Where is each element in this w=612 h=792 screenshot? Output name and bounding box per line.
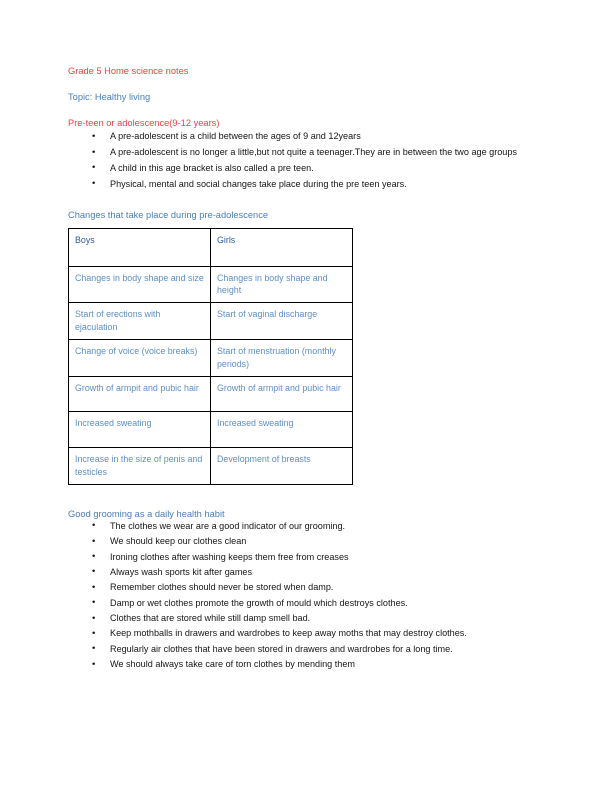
list-item: • Regularly air clothes that have been stored in drawers and wardrobes for a long time. xyxy=(68,643,552,656)
table-cell: Development of breasts xyxy=(211,447,353,484)
table-cell: Increase in the size of penis and testicles xyxy=(69,447,211,484)
table-cell: Growth of armpit and pubic hair xyxy=(211,376,353,411)
table-header-row xyxy=(69,228,353,266)
intro-bullet-list xyxy=(68,129,552,191)
list-item: • Ironing clothes after washing keeps them free from creases xyxy=(68,551,552,564)
spacer-after-topic xyxy=(68,103,552,118)
list-item: • We should always take care of torn clothes by mending them xyxy=(68,658,552,671)
table-row xyxy=(69,266,353,303)
table-cell: Changes in body shape and size xyxy=(69,266,211,303)
list-item: • The clothes we wear are a good indicator of our grooming. xyxy=(68,520,552,533)
table-row xyxy=(69,447,353,484)
table-row xyxy=(69,340,353,377)
table-cell: Increased sweating xyxy=(69,411,211,447)
spacer-after-table xyxy=(68,485,552,509)
topic-heading: Topic: Healthy living xyxy=(68,92,151,103)
spacer-after-title xyxy=(68,77,552,92)
list-item: • Damp or wet clothes promote the growth of mould which destroys clothes. xyxy=(68,597,552,610)
table-row xyxy=(69,376,353,411)
table-cell: Start of erections with ejaculation xyxy=(69,303,211,340)
list-item: • Remember clothes should never be stored when damp. xyxy=(68,581,552,594)
list-item: • Physical, mental and social changes take place during the pre teen years. xyxy=(68,177,552,192)
table-row xyxy=(69,411,353,447)
table-cell: Changes in body shape and height xyxy=(211,266,353,303)
table-row xyxy=(69,303,353,340)
table-cell: Start of menstruation (monthly periods) xyxy=(211,340,353,377)
grooming-bullet-list xyxy=(68,520,552,671)
list-item: • A child in this age bracket is also called a pre teen. xyxy=(68,161,552,176)
section-heading-preteen: Pre-teen or adolescence(9-12 years) xyxy=(68,118,220,129)
section-heading-grooming: Good grooming as a daily health habit xyxy=(68,508,225,519)
table-cell: Increased sweating xyxy=(211,411,353,447)
list-item: • A pre-adolescent is no longer a little,but not quite a teenager.They are in between the two age groups xyxy=(68,145,552,160)
list-item: • We should keep our clothes clean xyxy=(68,535,552,548)
list-item: • Keep mothballs in drawers and wardrobes to keep away moths that may destroy clothes. xyxy=(68,627,552,640)
table-cell: Change of voice (voice breaks) xyxy=(69,340,211,377)
changes-table xyxy=(68,228,353,485)
list-item: • Clothes that are stored while still damp smell bad. xyxy=(68,612,552,625)
table-cell: Growth of armpit and pubic hair xyxy=(69,376,211,411)
list-item: • A pre-adolescent is a child between the ages of 9 and 12years xyxy=(68,129,552,144)
page-title: Grade 5 Home science notes xyxy=(68,66,189,76)
list-item: • Always wash sports kit after games xyxy=(68,566,552,579)
table-header-cell-girls: Girls xyxy=(211,228,353,266)
table-caption: Changes that take place during pre-adolescence xyxy=(68,210,269,221)
table-cell: Start of vaginal discharge xyxy=(211,303,353,340)
table-header-cell-boys: Boys xyxy=(69,228,211,266)
